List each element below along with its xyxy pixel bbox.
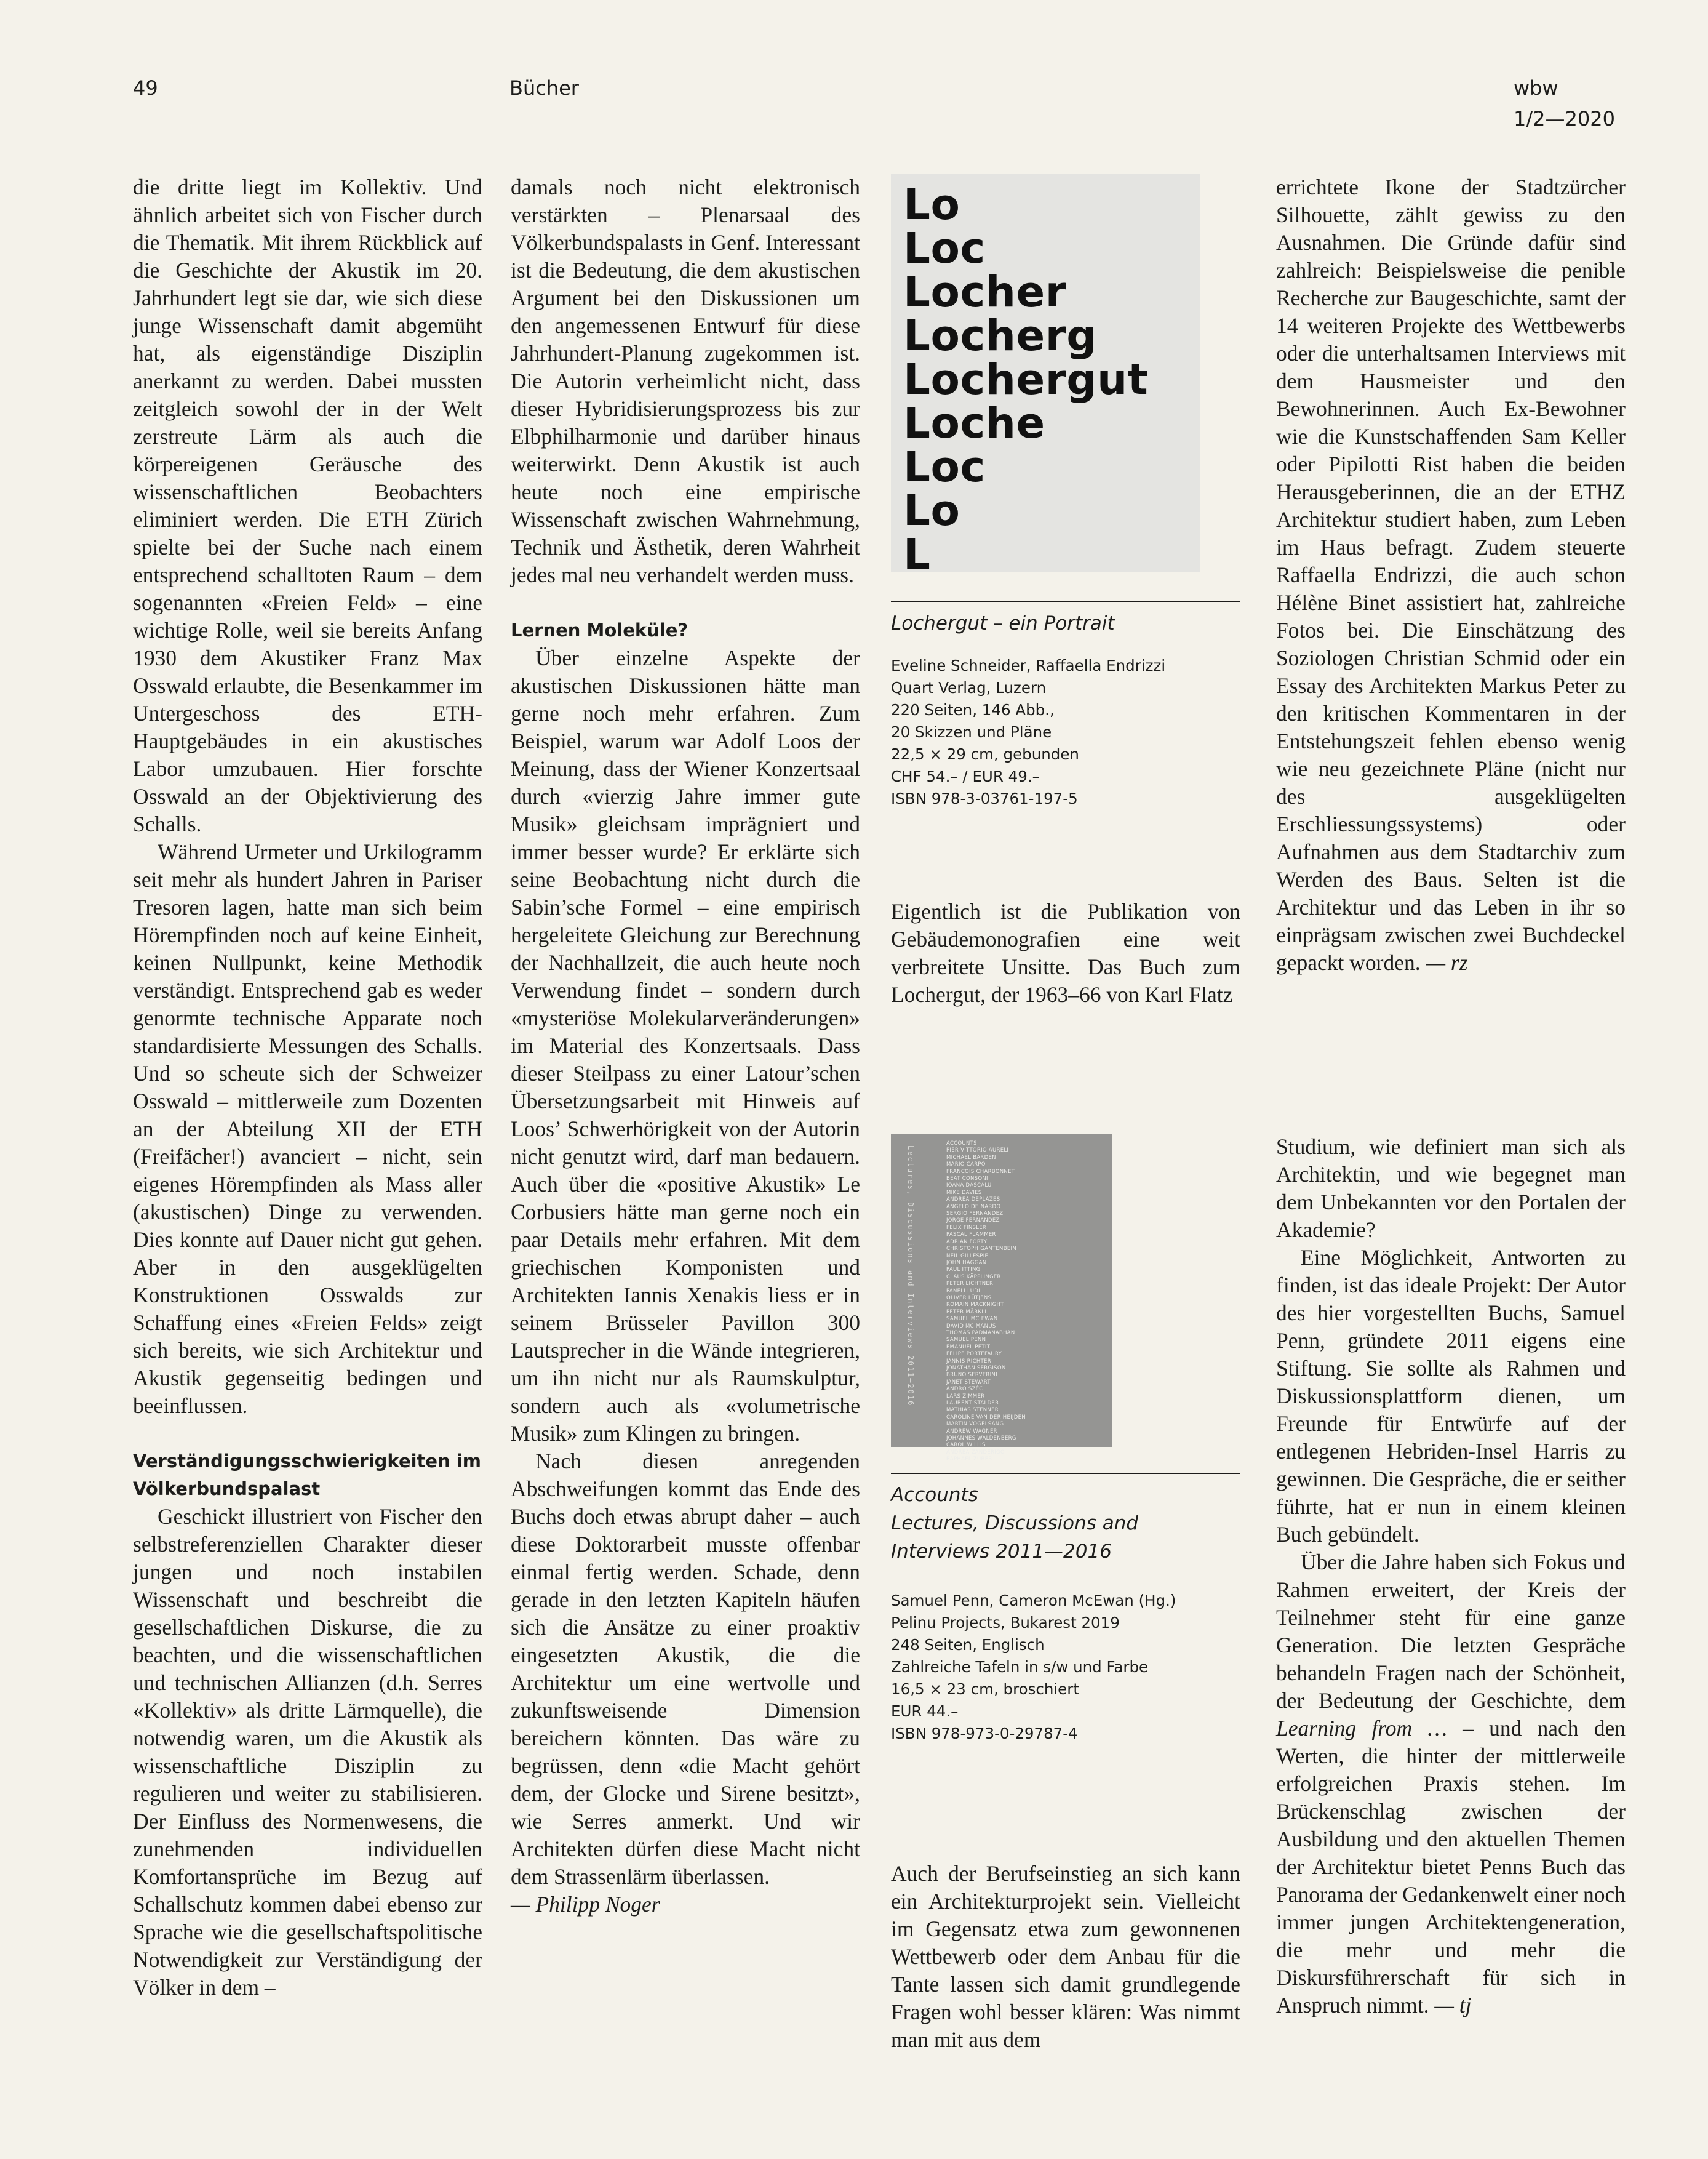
paragraph: Eigentlich ist die Publikation von Gebäudemonografien eine weit verbreitete Unsitte. Das Buch zum Lochergut, der 1963–66 von Karl Flatz (891, 899, 1240, 1007)
cover-name: SERGIO FERNANDEZ (946, 1211, 1004, 1217)
page-number: 49 (133, 76, 158, 100)
meta-line: 20 Skizzen und Pläne (891, 723, 1052, 741)
cover-name: SAMUEL PENN (946, 1337, 986, 1344)
cover-name: ADRIAN FORTY (946, 1238, 988, 1245)
cover-word: Lochergut (903, 355, 1149, 404)
author-signature: — Philipp Noger (511, 1892, 660, 1917)
book-title: Lochergut – ein Portrait (891, 612, 1115, 635)
cover-name: MARIO CARPO (946, 1161, 986, 1168)
meta-line: EUR 44.– (891, 1702, 959, 1720)
cover-name: PIER VITTORIO AURELI (946, 1147, 1009, 1154)
book-title (891, 1481, 1138, 1566)
author-signature: — tj (1434, 1993, 1472, 2017)
cover-word: Loc (903, 224, 986, 273)
cover-name: PETER MÄRKLI (946, 1308, 987, 1315)
cover-name: FELIX FINSLER (946, 1224, 987, 1231)
cover-name: PAUL ITTING (946, 1267, 981, 1273)
cover-name: RAPHAEL ZUBER (946, 1456, 992, 1463)
cover-word: Lo (903, 180, 960, 230)
cover-name: NEIL GILLESPIE (946, 1252, 989, 1259)
meta-line: ISBN 978-3-03761-197-5 (891, 790, 1078, 807)
cover-name: BRUNO SERVERINI (946, 1372, 997, 1379)
review-column-4-bottom (1276, 1133, 1626, 2019)
paragraph: Auch der Berufseinstieg an sich kann ein Architekturprojekt sein. Vielleicht im Gegensatz etwa zum gewonnenen Wettbewerb oder dem Anbau für die Tante lassen sich damit grundlegende Fragen wohl besser klären: Was nimmt man mit aus dem (891, 1861, 1240, 2052)
meta-line: ISBN 978-973-0-29787-4 (891, 1724, 1078, 1742)
cover-word: Locher (903, 268, 1067, 317)
title-line: Accounts (891, 1484, 978, 1506)
book-metadata (891, 1590, 1176, 1745)
magazine-info (1514, 73, 1615, 134)
cover-name: FELIPE PORTEFAURY (946, 1351, 1002, 1358)
cover-name: ANDRO SZÉC (946, 1386, 983, 1393)
cover-name: LARS ZIMMER (946, 1393, 985, 1400)
paragraph-text: Über die Jahre haben sich Fokus und Rahmen erweitert, der Kreis der Teilnehmer steht für eine ganze Generation. Die letzten Gespräche behandeln Fragen nach der Schönheit, der Bedeutung der Geschichte, dem (1276, 1550, 1626, 1713)
cover-name: CLAUS KÄPPLINGER (946, 1273, 1001, 1280)
cover-name: ANGELO DE NARDO (946, 1203, 1001, 1210)
cover-name: ANDREA DEPLAZES (946, 1196, 1000, 1203)
subheading: Lernen Moleküle? (511, 620, 688, 641)
paragraph: Eine Möglichkeit, Antworten zu finden, ist das ideale Projekt: Der Autor des hier vorgestellten Buchs, Samuel Penn, gründete 2011 eigens eine Stiftung. Sie sollte als Rahmen und Diskussionsplattform dienen, um Freunde für Entwürfe auf der entlegenen Hebriden-Insel Harris zu gewinnen. Die Gespräche, die er seither führte, hat er nun in einem kleinen Buch gebündelt. (1276, 1245, 1626, 1547)
cover-name: ANDREW WAGNER (946, 1428, 997, 1435)
paragraph: Während Urmeter und Urkilogramm seit mehr als hundert Jahren in Pariser Tresoren lagen, hatte man sich beim Hörempfinden noch auf keine Einheit, keinen Nullpunkt, keine Methodik verständigt. Entsprechend gab es weder genormte technische Apparate noch standardisierte Messungen des Schalls. Und so scheute sich der Schweizer Osswald – mittlerweile zum Dozenten an der Abteilung XII der ETH (Freifächer!) avanciert – nicht, sein eigenes Hörempfinden als Mass aller (akustischen) Dinge zu verwenden. Dies konnte auf Dauer nicht gut gehen. Aber in den ausgeklügelten Konstruktionen Osswalds zur Schaffung eines «Freien Felds» zeigt sich bereits, wie sich Architektur und Akustik gegenseitig bedingen und beeinflussen. (133, 839, 482, 1418)
paragraph (1276, 174, 1626, 977)
meta-line: Zahlreiche Tafeln in s/w und Farbe (891, 1658, 1149, 1676)
author-signature: — rz (1426, 950, 1468, 975)
divider (891, 1473, 1240, 1474)
cover-name: JOHN HAGGAN (946, 1259, 987, 1266)
cover-name: PASCAL FLAMMER (946, 1232, 996, 1238)
issue-number: 1/2—2020 (1514, 107, 1615, 130)
meta-line: 22,5 × 29 cm, gebunden (891, 745, 1079, 763)
cover-word: Loche (903, 399, 1045, 448)
paragraph: Nach diesen anregenden Abschweifungen kommt das Ende des Buchs doch etwas abrupt daher – auch diese Doktorarbeit musste offenbar einmal fertig werden. Schade, denn gerade in den letzten Kapiteln häufen sich die Ansätze zu einer proaktiv eingesetzten Akustik, die die Architektur um eine wertvolle und zukunftsweisende Dimension bereichern könnten. Das wäre zu begrüssen, denn «die Macht gehört dem, der Glocke und Sirene besitzt», wie Serres anmerkt. Und wir Architekten dürfen diese Macht nicht dem Strassenlärm überlassen. (511, 1449, 860, 1889)
cover-name: ACCOUNTS (946, 1140, 977, 1147)
review-column-4-top (1276, 174, 1626, 977)
cover-name: ROMAIN MACKNIGHT (946, 1302, 1004, 1308)
cover-name: PANELI LUDI (946, 1288, 980, 1294)
cover-name: LAURENT STALDER (946, 1400, 999, 1407)
cover-name: SAMUEL MC EWAN (946, 1316, 998, 1323)
subheading: Verständigungsschwierigkeiten im Völkerbundspalast (133, 1451, 481, 1499)
cover-side-text: Lectures, Discussions and Interviews 2011–2016 (906, 1145, 915, 1407)
meta-line: Quart Verlag, Luzern (891, 679, 1047, 697)
review-column-1 (133, 174, 482, 2001)
book-cover-accounts (891, 1134, 1112, 1463)
cover-name: MATHIAS STENNER (946, 1407, 999, 1414)
meta-line: 248 Seiten, Englisch (891, 1636, 1045, 1654)
review-column-2 (511, 174, 860, 1918)
cover-name: PETER LICHTNER (946, 1281, 994, 1288)
meta-line: 220 Seiten, 146 Abb., (891, 701, 1055, 719)
review-column-3-top (891, 898, 1240, 1009)
cover-word: Locherg (903, 311, 1098, 361)
title-line: Lectures, Discussions and (891, 1512, 1139, 1534)
cover-name: IOANA DASCALU (946, 1182, 992, 1189)
cover-name: MARTIN VOGELSANG (946, 1421, 1004, 1428)
cover-name: THOMAS PADMANABHAN (946, 1329, 1015, 1336)
book-reference: Learning from … (1276, 1716, 1447, 1740)
cover-name: CHRISTOPH GANTENBEIN (946, 1246, 1016, 1252)
book-metadata (891, 655, 1165, 810)
cover-name: CAROLINE VAN DER HEIJDEN (946, 1414, 1026, 1420)
cover-name: MICHAEL BARDEN (946, 1154, 996, 1161)
paragraph (1276, 1548, 1626, 2019)
paragraph-text: – und nach den Werten, die hinter der mittlerweile erfolgreichen Praxis stehen. Im Brückenschlag zwischen der Ausbildung und den aktuellen Themen der Architektur bietet Penns Buch das Panorama der Gedankenwelt einer noch immer jungen Architektengeneration, die mehr und mehr die Diskursführerschaft für sich in Anspruch nimmt. (1276, 1716, 1626, 2017)
cover-name: OLIVER LÜTJENS (946, 1294, 992, 1301)
paragraph-text: errichtete Ikone der Stadtzürcher Silhouette, zählt gewiss zu den Ausnahmen. Die Gründe dafür sind zahlreich: Beispielsweise die penible Recherche zur Baugeschichte, samt der 14 weiteren Projekte des Wettbewerbs oder die unterhaltsamen Interviews mit dem Hausmeister und den Bewohnerinnen. Auch Ex-Bewohner wie die Kunstschaffenden Sam Keller oder Pipilotti Rist haben die beiden Herausgeberinnen, die an der ETHZ Architektur studiert haben, zum Leben im Haus befragt. Zudem steuerte Raffaella Endrizzi, die auch schon Hélène Binet assistiert hat, zahlreiche Fotos bei. Die Einschätzung des Soziologen Christian Schmid oder ein Essay des Architekten Markus Peter zu den kritischen Kommentaren in der Entstehungszeit fehlen ebenso wenig wie neu gezeichnete Pläne (nicht nur des ausgeklügelten Erschliessungssystems) oder Aufnahmen aus dem Stadtarchiv zum Werden des Baus. Selten ist die Architektur und das Leben in ihr so einprägsam zwischen zwei Buchdeckel gepackt worden. (1276, 175, 1626, 975)
meta-line: Pelinu Projects, Bukarest 2019 (891, 1614, 1120, 1632)
cover-word: Lo (903, 486, 960, 535)
cover-word: L (903, 530, 931, 579)
book-cover-lochergut (891, 174, 1200, 579)
paragraph: Studium, wie definiert man sich als Architektin, und wie begegnet man dem Unbekannten vor den Portalen der Akademie? (1276, 1134, 1626, 1242)
meta-line: Eveline Schneider, Raffaella Endrizzi (891, 657, 1166, 675)
section-title: Bücher (509, 76, 579, 100)
paragraph: damals noch nicht elektronisch verstärkten – Plenarsaal des Völkerbundspalasts in Genf. Interessant ist die Bedeutung, die dem akustischen Argument bei den Diskussionen um den angemessenen Entwurf für diese Jahrhundert-Planung zugekommen ist. Die Autorin verheimlicht nicht, dass dieser Hybridisierungsprozess bis zur Elbphilharmonie und darüber hinaus weiterwirkt. Denn Akustik ist auch heute noch eine empirische Wissenschaft zwischen Wahrnehmung, Technik und Ästhetik, deren Wahrheit jedes mal neu verhandelt werden muss. (511, 175, 860, 587)
paragraph: die dritte liegt im Kollektiv. Und ähnlich arbeitet sich von Fischer durch die Thematik. Mit ihrem Rückblick auf die Geschichte der Akustik im 20. Jahrhundert legt sie dar, wie sich diese junge Wissenschaft damit abgemüht hat, als eigenständige Disziplin anerkannt zu werden. Dabei mussten zeitgleich sowohl der in der Welt zerstreute Lärm als auch die körpereigenen Geräusche des wissenschaftlichen Beobachters eliminiert werden. Die ETH Zürich spielte bei der Suche nach einem entsprechend schalltoten Raum – dem sogenannten «Freien Feld» – eine wichtige Rolle, weil sie bereits Anfang 1930 dem Akustiker Franz Max Osswald erlaubte, die Besenkammer im Untergeschoss des ETH-Hauptgebäudes in ein akustisches Labor umzubauen. Hier forschte Osswald an der Objektivierung des Schalls. (133, 175, 482, 836)
cover-name: EMANUEL PETIT (946, 1344, 991, 1350)
review-column-3-bottom (891, 1860, 1240, 2054)
cover-name: ANDREA ZANDERIGO (946, 1449, 1005, 1456)
magazine-name: wbw (1514, 76, 1558, 100)
cover-name: JORGE FERNANDEZ (946, 1217, 1000, 1224)
cover-name: DAVID MC MANUS (946, 1323, 996, 1329)
cover-name: JANNIS RICHTER (946, 1358, 991, 1364)
cover-name: FRANCOIS CHARBONNET (946, 1168, 1015, 1175)
meta-line: Samuel Penn, Cameron McEwan (Hg.) (891, 1592, 1176, 1609)
cover-name-list (946, 1140, 1100, 1464)
paragraph: Über einzelne Aspekte der akustischen Diskussionen hätte man gerne noch mehr erfahren. Zum Beispiel, warum war Adolf Loos der Meinung, dass der Wiener Konzertsaal durch «vierzig Jahre immer gute Musik» gleichsam imprägniert und immer besser wurde? Er erklärte sich seine Beobachtung nicht durch die Sabin’sche Formel – eine empirisch hergeleitete Gleichung zur Berechnung der Nachhallzeit, die auch heute noch Verwendung findet – sondern durch «mysteriöse Molekularveränderungen» im Material des Konzertsaals. Dass dieser Steilpass zu einer Latour’schen Übersetzungsarbeit mit Hinweis auf Loos’ Schwerhörigkeit von der Autorin nicht genutzt wird, darf man bedauern. Auch über die «positive Akustik» Le Corbusiers hätte man gerne noch ein paar Details mehr erfahren. Mit dem griechischen Komponisten und Architekten Iannis Xenakis liess er in seinem Brüsseler Pavillon 300 Lautsprecher in die Wände integrieren, um ihn nicht nur als Raumskulptur, sondern auch als «volumetrische Musik» zum Klingen zu bringen. (511, 646, 860, 1446)
title-line: Interviews 2011—2016 (891, 1540, 1112, 1563)
cover-name: JOHANNES WALDENBERG (946, 1435, 1016, 1442)
meta-line: CHF 54.– / EUR 49.– (891, 767, 1040, 785)
cover-name: CAROL WILLIS (946, 1442, 986, 1449)
meta-line: 16,5 × 23 cm, broschiert (891, 1680, 1079, 1698)
paragraph: Geschickt illustriert von Fischer den selbstreferenziellen Charakter dieser jungen und noch instabilen Wissenschaft und beschreibt die gesellschaftlichen Diskurse, die zu beachten, und die wissenschaftlichen und technischen Allianzen (d.h. Serres «Kollektiv» als dritte Lärmquelle), die notwendig waren, um die Akustik als wissenschaftliche Disziplin zu regulieren und weiter zu stabilisieren. Der Einfluss des Normenwesens, die zunehmenden individuellen Komfortansprüche im Bezug auf Schallschutz kommen dabei ebenso zur Sprache wie die gesellschaftspolitische Notwendigkeit zur Verständigung der Völker in dem – (133, 1504, 482, 2000)
cover-name: JANET STEWART (946, 1379, 991, 1385)
cover-name: MIKE DAVIES (946, 1189, 982, 1196)
cover-name: BEAT CONSONI (946, 1176, 988, 1182)
cover-word: Loc (903, 443, 986, 492)
divider (891, 601, 1240, 602)
cover-name: JONATHAN SERGISON (946, 1365, 1006, 1371)
